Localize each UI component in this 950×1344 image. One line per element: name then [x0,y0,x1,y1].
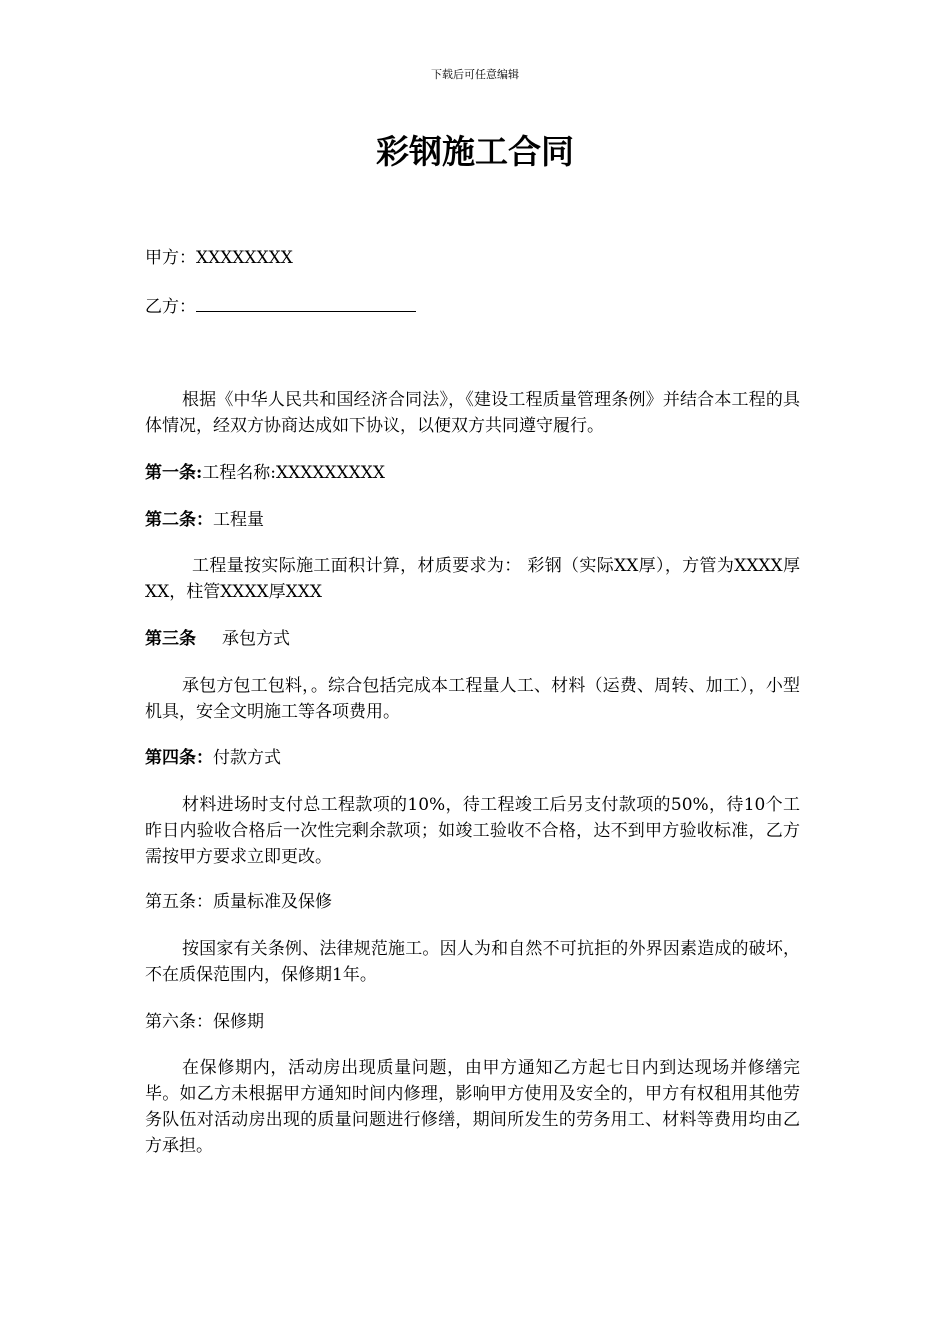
article-3-number: 第三条 [145,629,196,649]
article-2-heading [145,507,805,533]
article-3-title: 承包方式 [222,629,290,649]
party-b-label: 乙方： [145,297,196,317]
page-title: 彩钢施工合同 [376,132,574,171]
party-a-value: XXXXXXXX [196,248,293,268]
article-5-number: 第五条： [145,892,213,912]
article-4-heading [145,745,805,771]
article-4-title: 付款方式 [213,748,281,768]
article-3-heading [145,626,805,652]
article-1-number: 第一条: [145,463,203,483]
article-1-title: 工程名称:XXXXXXXXX [202,463,385,483]
article-6-title: 保修期 [213,1012,264,1032]
article-6-heading [145,1009,805,1035]
article-1-heading [145,460,805,486]
intro-paragraph: 根据《中华人民共和国经济合同法》，《建设工程质量管理条例》并结合本工程的具体情况，经双方协商达成如下协议，以便双方共同遵守履行。 [145,390,800,436]
party-a-line [145,245,805,271]
party-b-blank [196,293,416,312]
article-2-title: 工程量 [213,510,264,530]
article-6-body: 在保修期内，活动房出现质量问题，由甲方通知乙方起七日内到达现场并修缮完毕。如乙方未根据甲方通知时间内修理，影响甲方使用及安全的，甲方有权租用其他劳务队伍对活动房出现的质量问题进行修缮，期间所发生的劳务用工、材料等费用均由乙方承担。 [145,1058,800,1156]
article-3-body: 承包方包工包料，。综合包括完成本工程量人工、材料（运费、周转、加工），小型机具，安全文明施工等各项费用。 [145,676,800,722]
article-5-heading [145,889,805,915]
party-b-line [145,293,805,320]
article-6-number: 第六条： [145,1012,213,1032]
article-4-body: 材料进场时支付总工程款项的10%，待工程竣工后另支付款项的50%，待10个工昨日内验收合格后一次性完剩余款项；如竣工验收不合格，达不到甲方验收标准，乙方需按甲方要求立即更改。 [145,795,800,867]
header-note: 下载后可任意编辑 [431,68,519,81]
article-2-body: 工程量按实际施工面积计算，材质要求为： 彩钢（实际XX厚），方管为XXXX厚XX，柱管XXXX厚XXX [145,556,800,602]
article-4-number: 第四条： [145,748,213,768]
party-a-label: 甲方： [145,248,196,268]
article-5-body: 按国家有关条例、法律规范施工。因人为和自然不可抗拒的外界因素造成的破坏，不在质保范围内，保修期1年。 [145,939,800,985]
article-2-number: 第二条： [145,510,213,530]
article-5-title: 质量标准及保修 [213,892,332,912]
